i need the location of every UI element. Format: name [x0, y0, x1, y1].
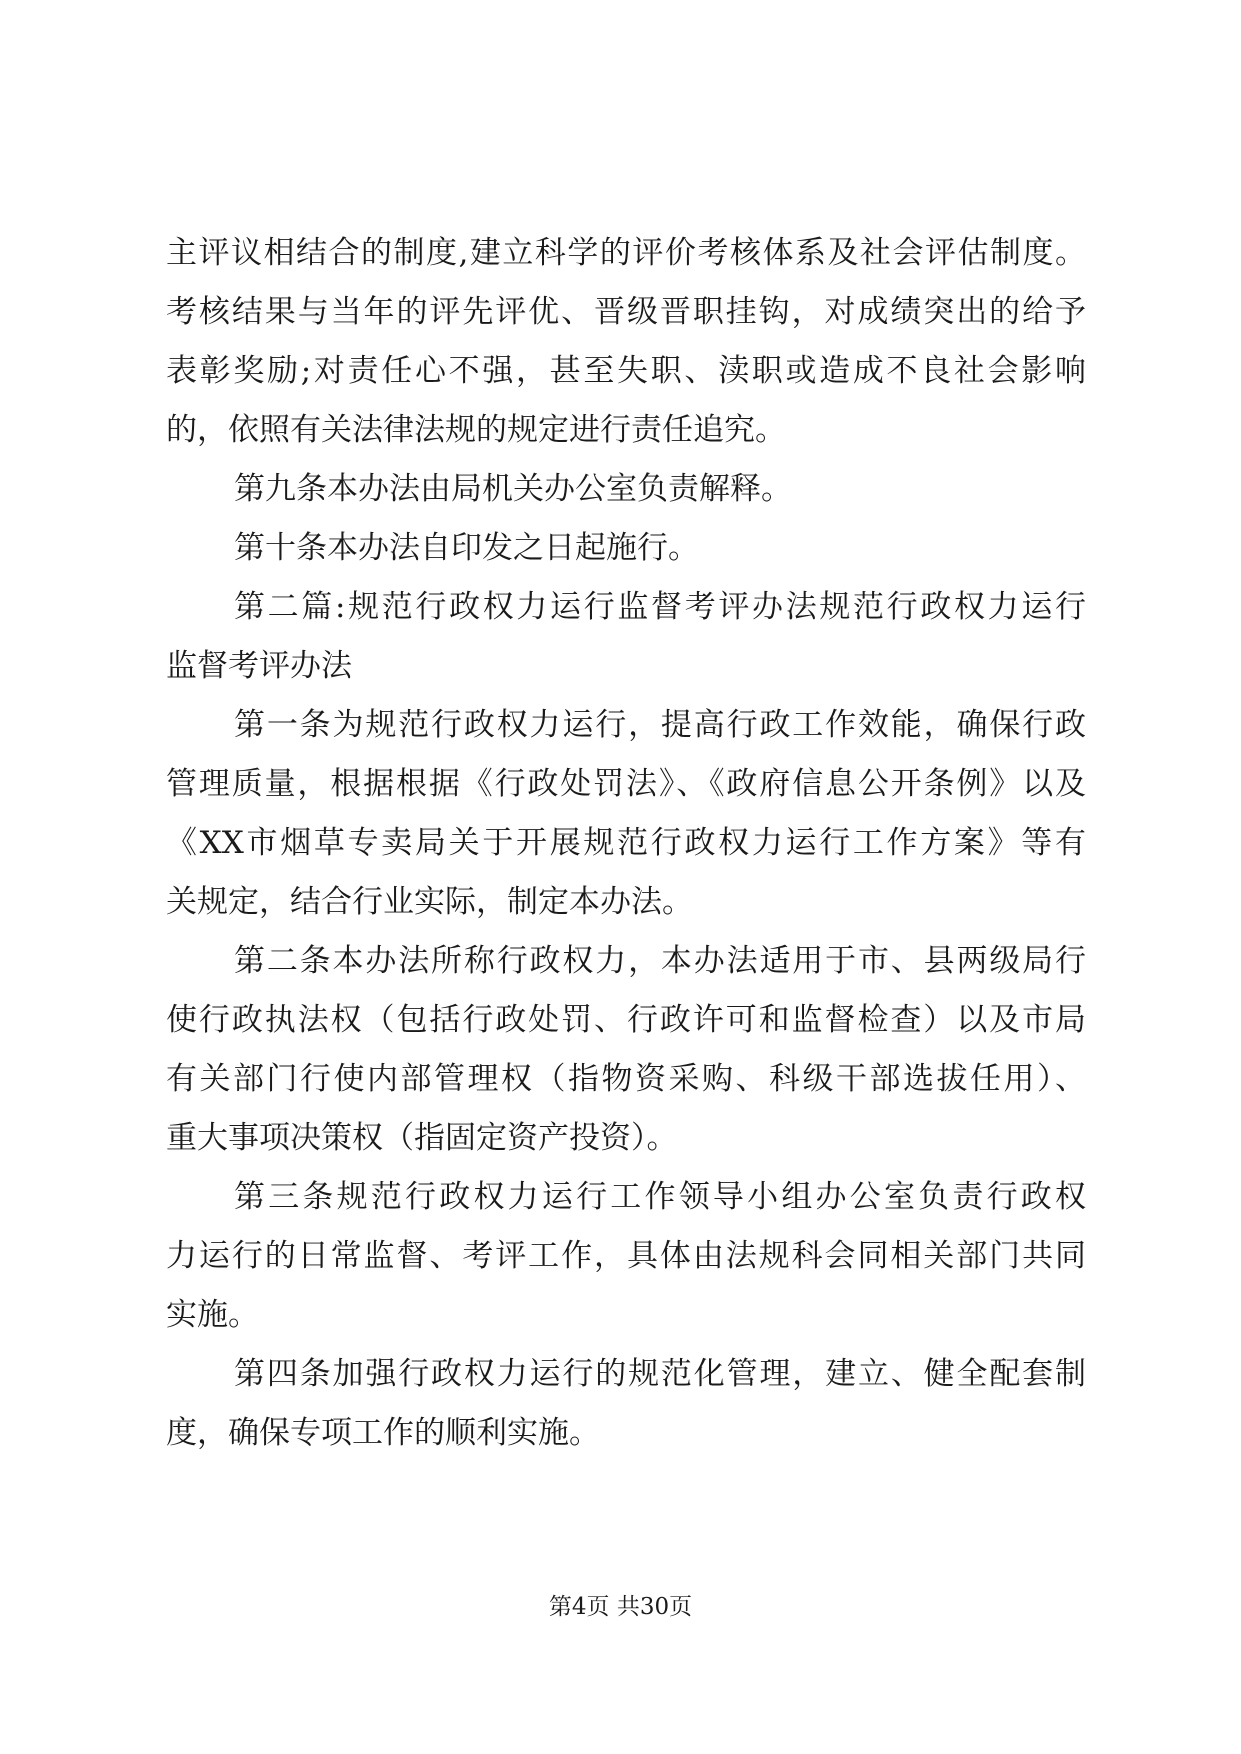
text-line: 力运行的日常监督、考评工作，具体由法规科会同相关部门共同 — [166, 1238, 1086, 1274]
text-line: 关规定，结合行业实际，制定本办法。 — [166, 884, 693, 920]
page-footer: 第4页 共30页 — [548, 1594, 693, 1620]
text-line: 使行政执法权（包括行政处罚、行政许可和监督检查）以及市局 — [166, 1002, 1086, 1038]
text-line: 重大事项决策权（指固定资产投资）。 — [166, 1120, 678, 1156]
text-line: 第二篇:规范行政权力运行监督考评办法规范行政权力运行 — [234, 589, 1086, 625]
paragraph — [166, 1345, 1086, 1463]
paragraph — [166, 519, 1086, 578]
text-line: 监督考评办法 — [166, 648, 352, 684]
paragraph — [166, 696, 1086, 932]
text-line: 的，依照有关法律法规的规定进行责任追究。 — [166, 412, 786, 448]
text-line: 主评议相结合的制度,建立科学的评价考核体系及社会评估制度。 — [166, 235, 1086, 271]
text-line: 第三条规范行政权力运行工作领导小组办公室负责行政权 — [234, 1179, 1086, 1215]
text-line: 表彰奖励;对责任心不强，甚至失职、渎职或造成不良社会影响 — [166, 353, 1086, 389]
paragraph — [166, 460, 1086, 519]
text-line: 管理质量，根据根据《行政处罚法》、《政府信息公开条例》以及 — [166, 766, 1086, 802]
paragraph — [166, 224, 1086, 460]
text-line: 第九条本办法由局机关办公室负责解释。 — [234, 471, 792, 507]
document-body — [166, 224, 1086, 1463]
text-line: 度，确保专项工作的顺利实施。 — [166, 1415, 600, 1451]
text-line: 第二条本办法所称行政权力，本办法适用于市、县两级局行 — [234, 943, 1086, 979]
text-line: 实施。 — [166, 1297, 259, 1333]
paragraph — [166, 578, 1086, 696]
paragraph — [166, 932, 1086, 1168]
text-line: 《XX市烟草专卖局关于开展规范行政权力运行工作方案》等有 — [166, 825, 1086, 861]
text-line: 有关部门行使内部管理权（指物资采购、科级干部选拔任用）、 — [166, 1061, 1086, 1097]
text-line: 第四条加强行政权力运行的规范化管理，建立、健全配套制 — [234, 1356, 1086, 1392]
text-line: 第十条本办法自印发之日起施行。 — [234, 530, 699, 566]
paragraph — [166, 1168, 1086, 1345]
text-line: 考核结果与当年的评先评优、晋级晋职挂钩，对成绩突出的给予 — [166, 294, 1086, 330]
text-line: 第一条为规范行政权力运行，提高行政工作效能，确保行政 — [234, 707, 1086, 743]
